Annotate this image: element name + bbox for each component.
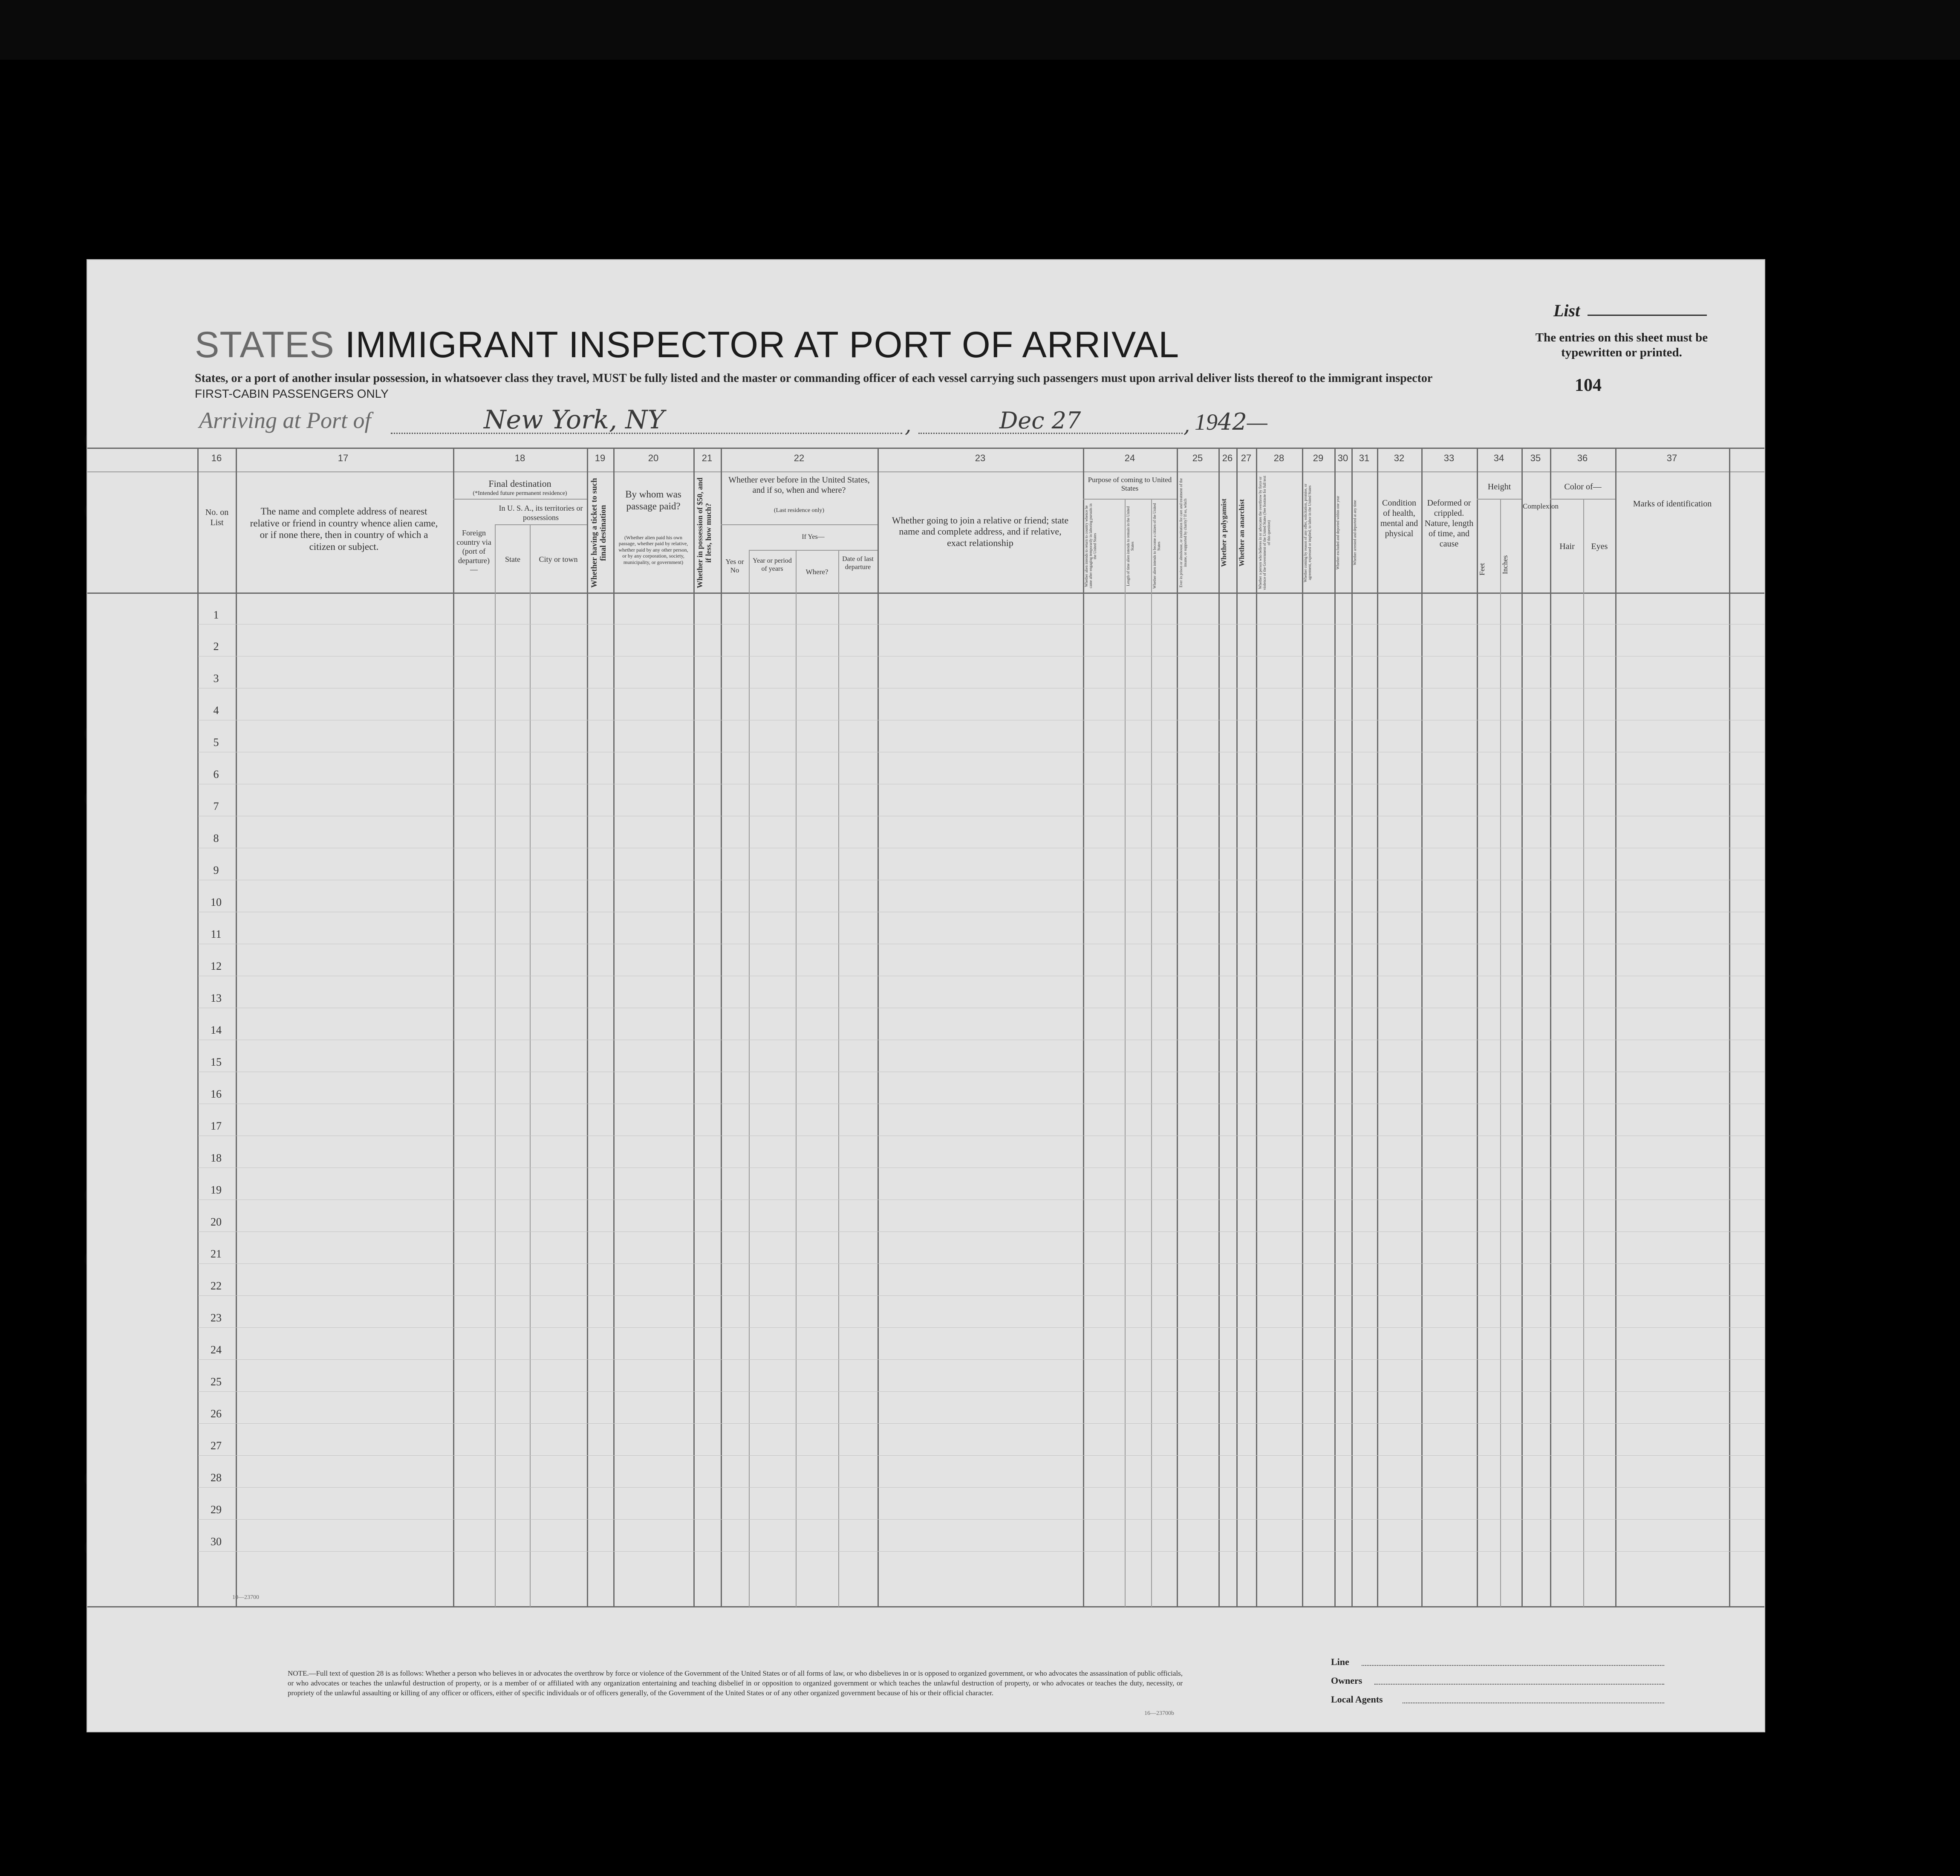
col-rule bbox=[693, 448, 695, 1607]
col-rule bbox=[495, 524, 496, 1607]
col22-subtitle: (Last residence only) bbox=[774, 507, 825, 514]
row-number: 18 bbox=[211, 1152, 222, 1164]
col21-header: Whether in possession of $50, and if less, how much? bbox=[696, 477, 713, 588]
page-number: 104 bbox=[1575, 376, 1602, 395]
row-number: 24 bbox=[211, 1344, 222, 1356]
col-rule bbox=[1421, 448, 1423, 1607]
col-number: 22 bbox=[794, 453, 805, 463]
col-number: 35 bbox=[1530, 453, 1541, 463]
col-rule bbox=[1615, 448, 1616, 1607]
col23-header: Whether going to join a relative or friend; state name and complete address, and if relative, exact relationship bbox=[892, 515, 1069, 548]
row-number: 30 bbox=[211, 1535, 222, 1548]
col-rule bbox=[1729, 448, 1730, 1607]
col-number: 25 bbox=[1192, 453, 1203, 463]
col-rule bbox=[1125, 499, 1126, 1607]
header-subrule bbox=[721, 524, 878, 525]
row-number: 13 bbox=[211, 992, 222, 1004]
col-rule bbox=[453, 448, 454, 1607]
col-number: 29 bbox=[1313, 453, 1324, 463]
col-rule bbox=[530, 524, 531, 1607]
manifest-sheet bbox=[87, 259, 1765, 1732]
header-subrule bbox=[1083, 499, 1177, 500]
header-subrule bbox=[495, 524, 587, 525]
col-number: 16 bbox=[211, 453, 222, 463]
col34-feet: Feet bbox=[1478, 563, 1486, 575]
col-number: 19 bbox=[595, 453, 606, 463]
col26-header: Whether a polygamist bbox=[1220, 498, 1228, 567]
col-rule bbox=[1083, 448, 1084, 1607]
col-number: 24 bbox=[1124, 453, 1135, 463]
col16-header: No. on List bbox=[205, 508, 229, 527]
row-number: 8 bbox=[213, 832, 219, 844]
col-rule bbox=[1477, 448, 1478, 1607]
col18-state: State bbox=[505, 555, 520, 564]
footnote-code: 16—23700b bbox=[1144, 1710, 1174, 1717]
col-rule bbox=[1521, 448, 1523, 1607]
col25-header: Ever in prison or almshouse, or institution for care and treatment of the insane, or supported by charity? If so, which bbox=[1179, 478, 1187, 588]
year-handwritten: 42 bbox=[1218, 408, 1247, 435]
comma: , bbox=[1184, 413, 1190, 437]
col-rule bbox=[1500, 499, 1501, 1607]
col22-title: Whether ever before in the United States, and if so, when and where? bbox=[728, 475, 870, 495]
col-number: 28 bbox=[1273, 453, 1285, 463]
col18-foreign: Foreign country via (port of departure)— bbox=[456, 529, 491, 574]
port-handwritten: New York, NY bbox=[484, 405, 665, 435]
col34-title: Height bbox=[1487, 482, 1511, 491]
col24-length: Length of time alien intends to remain in the United States bbox=[1126, 506, 1134, 586]
col20-subtitle: (Whether alien paid his own passage, whether paid by relative, whether paid by any other person, or by any corporation, society, municipality, or government) bbox=[618, 535, 688, 565]
row-number: 4 bbox=[213, 704, 219, 717]
col-number: 37 bbox=[1666, 453, 1677, 463]
row-number: 5 bbox=[213, 736, 219, 749]
form-code: 10—23700 bbox=[232, 1594, 259, 1601]
film-frame-top bbox=[0, 0, 1960, 60]
col-rule bbox=[1583, 499, 1584, 1607]
row-number: 26 bbox=[211, 1408, 222, 1420]
col35-header: Complexion bbox=[1523, 502, 1559, 510]
row-rule bbox=[198, 1359, 1764, 1360]
header-subrule bbox=[749, 550, 878, 551]
header-subrule bbox=[1550, 499, 1615, 500]
col20-title: By whom was passage paid? bbox=[625, 489, 681, 512]
col-number: 30 bbox=[1337, 453, 1348, 463]
instruction-line: States, or a port of another insular possession, in whatsoever class they travel, MUST be fully listed and the master or commanding officer of each vessel carrying such passengers must upon arrival deliver lists thereof to the immigrant inspector bbox=[195, 372, 1433, 385]
col-rule bbox=[878, 448, 879, 1607]
page-title: STATES IMMIGRANT INSPECTOR AT PORT OF ARRIVAL bbox=[195, 324, 1180, 365]
footer-agents-label: Local Agents bbox=[1331, 1694, 1383, 1705]
col22-yesno: Yes or No bbox=[725, 558, 744, 575]
col-rule bbox=[796, 550, 797, 1607]
col30-header: Whether excluded and deported within one year bbox=[1336, 496, 1340, 570]
col24-title: Purpose of coming to United States bbox=[1088, 476, 1172, 493]
list-number-field[interactable] bbox=[1588, 315, 1707, 316]
col-rule bbox=[1302, 448, 1303, 1607]
col-rule bbox=[1151, 499, 1152, 1607]
col-rule bbox=[1256, 448, 1257, 1607]
row-number: 7 bbox=[213, 800, 219, 812]
col-rule bbox=[1550, 448, 1551, 1607]
col-number: 21 bbox=[701, 453, 713, 463]
col18-city: City or town bbox=[539, 555, 578, 564]
row-rule bbox=[198, 1423, 1764, 1424]
col-number: 27 bbox=[1241, 453, 1252, 463]
date-handwritten: Dec 27 bbox=[999, 407, 1081, 434]
row-number: 28 bbox=[211, 1471, 222, 1484]
col36-hair: Hair bbox=[1559, 542, 1575, 551]
col-number: 31 bbox=[1359, 453, 1370, 463]
arriving-label: Arriving at Port of bbox=[199, 408, 371, 433]
row-number: 16 bbox=[211, 1088, 222, 1100]
row-number: 14 bbox=[211, 1024, 222, 1036]
col-number: 26 bbox=[1222, 453, 1233, 463]
row-number: 21 bbox=[211, 1248, 222, 1260]
col19-header: Whether having a ticket to such final destination bbox=[590, 478, 608, 588]
col-rule bbox=[613, 448, 615, 1607]
row-rule bbox=[198, 1519, 1764, 1520]
footer-line-field[interactable] bbox=[1362, 1665, 1664, 1666]
col37-header: Marks of identification bbox=[1633, 499, 1712, 509]
col36-eyes: Eyes bbox=[1591, 542, 1608, 551]
col-rule bbox=[721, 448, 722, 1607]
row-number: 19 bbox=[211, 1184, 222, 1196]
col22-years: Year or period of years bbox=[753, 557, 792, 573]
row-rule bbox=[198, 1263, 1764, 1264]
col27-header: Whether an anarchist bbox=[1238, 499, 1246, 567]
first-cabin-label: FIRST-CABIN PASSENGERS ONLY bbox=[195, 387, 389, 400]
row-rule bbox=[198, 1295, 1764, 1296]
col-number: 23 bbox=[975, 453, 986, 463]
col24-citizen: Whether alien intends to become a citizen of the United States bbox=[1152, 503, 1161, 589]
comma: , bbox=[905, 413, 912, 437]
year-label: 1942— bbox=[1195, 408, 1267, 435]
row-number: 17 bbox=[211, 1120, 222, 1132]
col28-header: Whether a person who believes in or advocates the overthrow by force or violence of the Government of the United States (See footnote for full text of this question) bbox=[1258, 476, 1271, 590]
row-number: 1 bbox=[213, 609, 219, 621]
manifest-table bbox=[87, 448, 1764, 1607]
footnote: NOTE.—Full text of question 28 is as follows: Whether a person who believes in or advocates the overthrow by force or violence of the Government of the United States or of all forms of law, or who disbelieves in or is opposed to organized government, or who advocates the assassination of public officials, or who advocates or teaches the unlawful destruction of property, or is a member of or affiliated with any organization entertaining and teaching disbelief in or opposition to organized government or which teaches the unlawful destruction of property, or who advocates or teaches the duty, necessity, or propriety of the unlawful assaulting or killing of any officer or officers, either of specific individuals or of officers generally, of the Government of the United States or of any other organized government because of his or their official character. bbox=[288, 1669, 1183, 1697]
col-rule bbox=[236, 448, 237, 1607]
col32-header: Condition of health, mental and physical bbox=[1380, 498, 1418, 538]
row-number: 25 bbox=[211, 1376, 222, 1388]
row-number: 15 bbox=[211, 1056, 222, 1068]
col18-subtitle: (*Intended future permanent residence) bbox=[473, 490, 567, 497]
row-number: 27 bbox=[211, 1440, 222, 1452]
col18-title: Final destination bbox=[488, 478, 551, 489]
row-number: 2 bbox=[213, 640, 219, 653]
header-subrule bbox=[1477, 499, 1521, 500]
col34-inches: Inches bbox=[1501, 555, 1509, 575]
row-number: 22 bbox=[211, 1280, 222, 1292]
col-rule bbox=[587, 448, 588, 1607]
table-bottom-rule bbox=[87, 1606, 1764, 1607]
col-number: 34 bbox=[1493, 453, 1504, 463]
col-number: 36 bbox=[1577, 453, 1588, 463]
col29-header: Whether coming by reason of any offer, solicitation, promise, or agreement, expressed or implied, to labor in the United States bbox=[1303, 483, 1312, 582]
row-rule bbox=[198, 1551, 1764, 1552]
col33-header: Deformed or crippled. Nature, length of time, and cause bbox=[1424, 498, 1474, 549]
footer-owners-field[interactable] bbox=[1374, 1684, 1664, 1685]
col17-header: The name and complete address of nearest relative or friend in country whence alien came, or if none there, then in country of which a citizen or subject. bbox=[250, 506, 438, 552]
col-rule bbox=[1351, 448, 1353, 1607]
row-number: 12 bbox=[211, 960, 222, 972]
col-rule bbox=[749, 550, 750, 1607]
row-rule bbox=[198, 1391, 1764, 1392]
row-rule bbox=[198, 1231, 1764, 1232]
col22-where: Where? bbox=[805, 568, 828, 576]
col36-title: Color of— bbox=[1564, 482, 1602, 491]
row-number: 11 bbox=[211, 928, 222, 940]
col-number: 18 bbox=[514, 453, 525, 463]
row-number: 10 bbox=[211, 896, 222, 908]
col-number: 33 bbox=[1443, 453, 1455, 463]
typewritten-instruction: The entries on this sheet must be typewritten or printed. bbox=[1535, 331, 1708, 359]
col-rule bbox=[1334, 448, 1336, 1607]
column-number-rule bbox=[87, 471, 1764, 472]
col-number: 20 bbox=[648, 453, 659, 463]
list-label: List bbox=[1553, 301, 1580, 320]
footer-owners-label: Owners bbox=[1331, 1675, 1362, 1686]
col-rule bbox=[197, 448, 199, 1607]
footer-line-label: Line bbox=[1331, 1656, 1349, 1667]
row-number: 9 bbox=[213, 864, 219, 876]
row-rule bbox=[198, 1327, 1764, 1328]
row-rule bbox=[198, 1455, 1764, 1456]
header-subrule bbox=[453, 499, 587, 500]
col24-return: Whether alien intends to return to country whence he came after engaging temporarily in laboring pursuits in the United States bbox=[1084, 503, 1097, 589]
table-top-rule bbox=[87, 448, 1764, 449]
row-number: 20 bbox=[211, 1216, 222, 1228]
col-number: 17 bbox=[338, 453, 349, 463]
row-number: 3 bbox=[213, 672, 219, 685]
col-rule bbox=[1177, 448, 1178, 1607]
col18-usa: In U. S. A., its territories or possessions bbox=[499, 504, 583, 522]
col22-date: Date of last departure bbox=[842, 555, 874, 571]
col31-header: Whether arrested and deported at any time bbox=[1353, 500, 1357, 566]
row-number: 23 bbox=[211, 1312, 222, 1324]
col-rule bbox=[1377, 448, 1378, 1607]
col-number: 32 bbox=[1394, 453, 1405, 463]
header-bottom-rule bbox=[87, 593, 1764, 594]
col-rule bbox=[1218, 448, 1220, 1607]
col-rule bbox=[838, 550, 839, 1607]
col-rule bbox=[1236, 448, 1238, 1607]
row-number: 6 bbox=[213, 768, 219, 780]
row-number: 29 bbox=[211, 1503, 222, 1516]
col22-ifyes: If Yes— bbox=[802, 533, 825, 541]
row-rule bbox=[198, 1487, 1764, 1488]
